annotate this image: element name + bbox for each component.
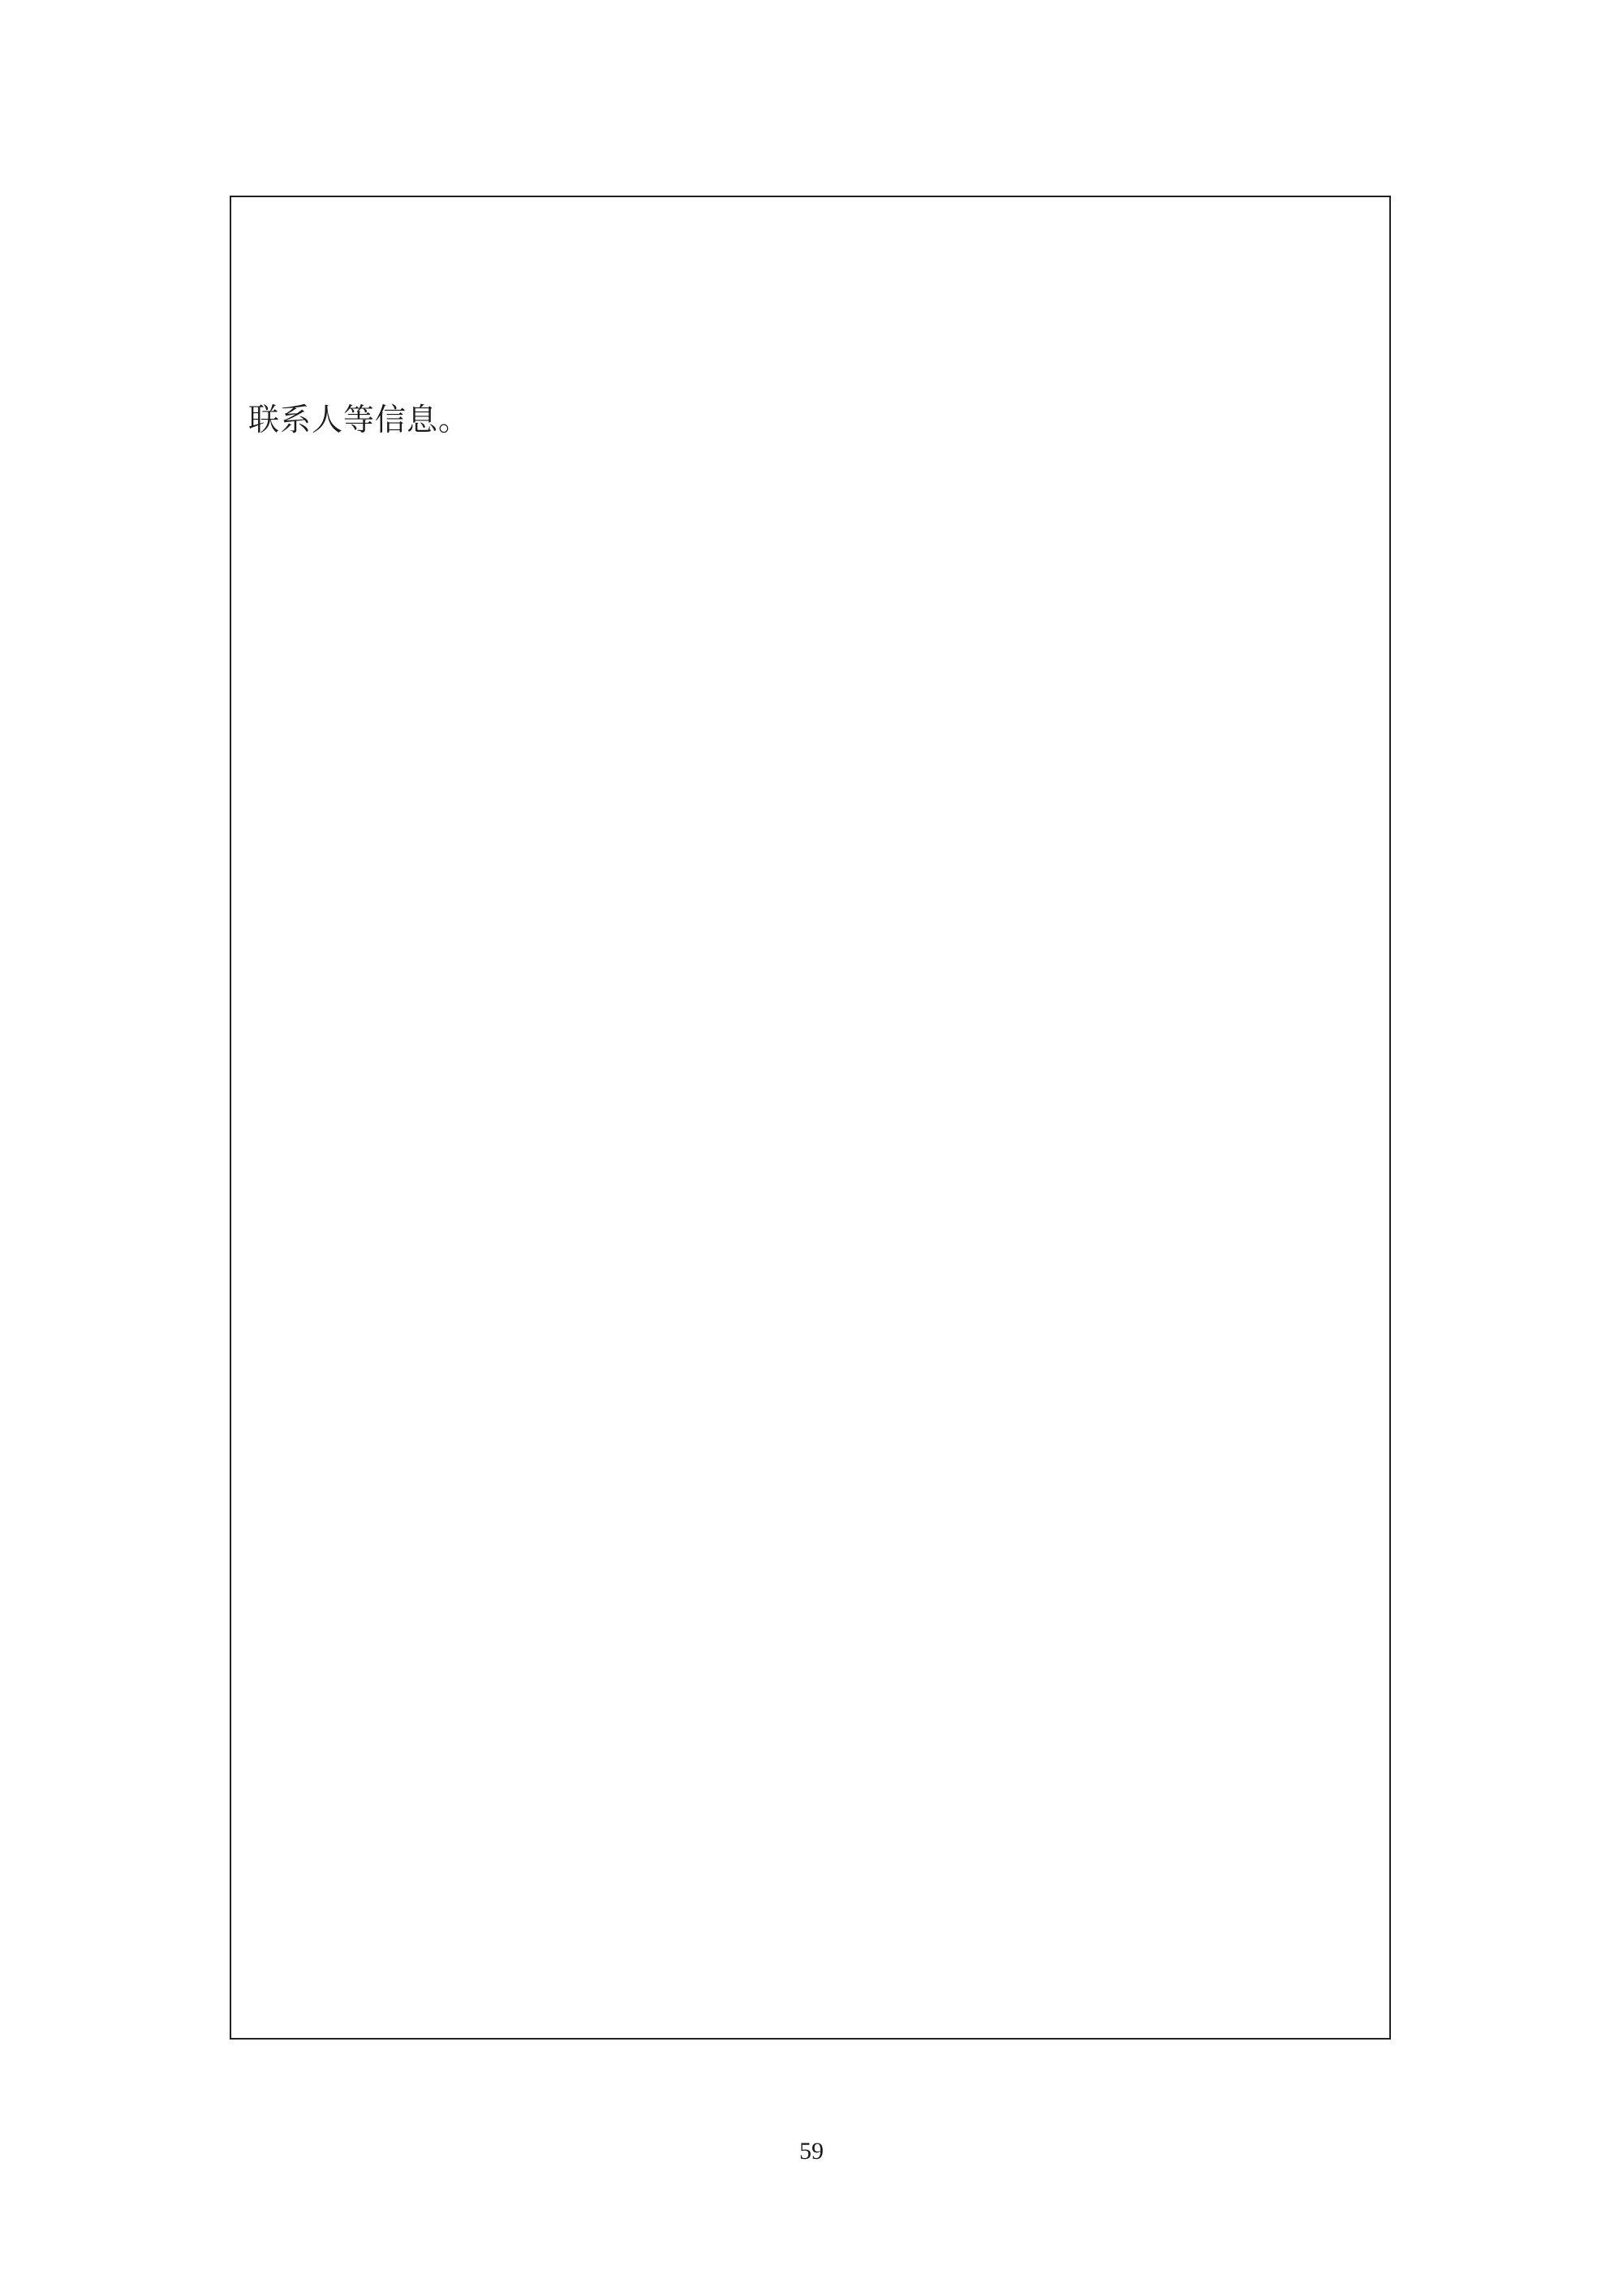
page-number: 59 <box>799 2138 824 2165</box>
content-frame <box>230 196 1391 2040</box>
paragraph-line: 联系人等信息。 <box>248 402 471 437</box>
